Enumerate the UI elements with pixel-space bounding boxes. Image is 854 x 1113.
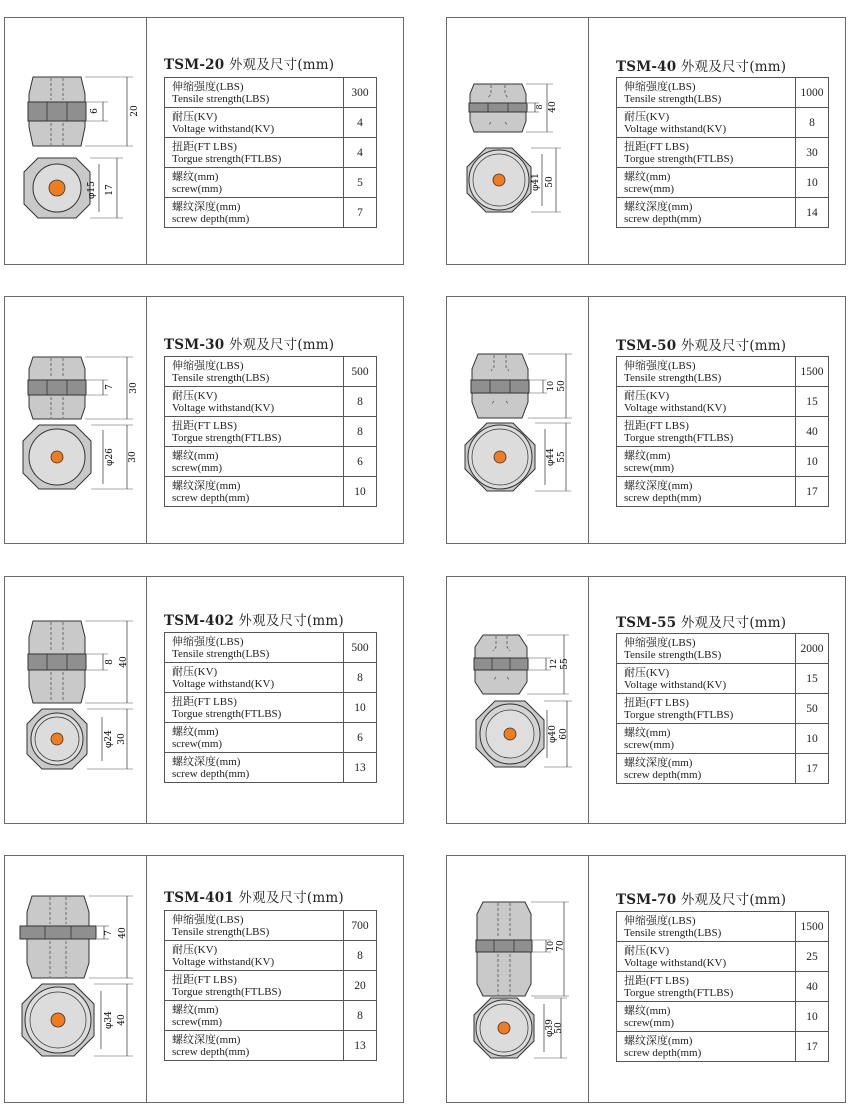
product-title xyxy=(616,334,786,354)
label-cell xyxy=(617,387,796,417)
table-row xyxy=(165,387,377,417)
label-text: 扭距(FT LBS) xyxy=(624,974,689,987)
table-row xyxy=(617,694,829,724)
value-cell: 30 xyxy=(796,138,829,168)
label-text: Torgue strength(FTLBS) xyxy=(172,985,282,998)
value-cell: 40 xyxy=(796,417,829,447)
spec-table xyxy=(616,77,829,228)
insulator-drawing xyxy=(5,297,146,543)
value-cell: 25 xyxy=(796,942,829,972)
table-row xyxy=(165,941,377,971)
label-text: Torgue strength(FTLBS) xyxy=(172,152,282,165)
label-text: 螺纹深度(mm) xyxy=(172,200,241,213)
label-text: screw depth(mm) xyxy=(172,1045,250,1058)
product-card-tsm-70 xyxy=(446,855,846,1103)
label-text: 螺纹(mm) xyxy=(624,449,671,462)
dim-band-label: 10 xyxy=(546,940,555,952)
value-cell: 10 xyxy=(344,693,377,723)
value-cell: 17 xyxy=(796,754,829,784)
value-cell: 700 xyxy=(344,911,377,941)
table-row xyxy=(165,168,377,198)
label-text: Voltage withstand(KV) xyxy=(172,677,275,690)
product-title xyxy=(164,886,344,906)
table-row xyxy=(165,1001,377,1031)
drawing-panel xyxy=(5,856,147,1102)
dim-diameter-label: φ44 xyxy=(546,448,556,466)
table-row xyxy=(617,168,829,198)
label-text: 耐压(KV) xyxy=(172,389,218,402)
label-text: Torgue strength(FTLBS) xyxy=(624,986,734,999)
label-text: screw depth(mm) xyxy=(624,768,702,781)
label-text: 伸缩强度(LBS) xyxy=(172,913,244,926)
spec-table xyxy=(616,633,829,784)
label-cell xyxy=(617,138,796,168)
label-text: Tensile strength(LBS) xyxy=(624,92,722,105)
value-cell: 6 xyxy=(344,723,377,753)
value-cell: 8 xyxy=(344,387,377,417)
table-row xyxy=(165,633,377,663)
label-cell xyxy=(165,941,344,971)
table-row xyxy=(165,477,377,507)
value-cell: 15 xyxy=(796,387,829,417)
table-row xyxy=(617,972,829,1002)
title-suffix: 外观及尺寸(mm) xyxy=(676,338,787,354)
dim-band-label: 10 xyxy=(546,380,555,392)
dim-height-label: 20 xyxy=(130,105,140,117)
label-text: 螺纹深度(mm) xyxy=(172,479,241,492)
label-cell xyxy=(617,1002,796,1032)
table-row xyxy=(617,357,829,387)
label-text: 螺纹(mm) xyxy=(172,449,219,462)
table-row xyxy=(165,1031,377,1061)
label-text: Tensile strength(LBS) xyxy=(624,926,722,939)
value-cell: 40 xyxy=(796,972,829,1002)
product-title xyxy=(164,333,334,353)
dim-height-label: 40 xyxy=(548,101,558,113)
label-text: screw(mm) xyxy=(624,182,675,195)
dim-band-label: 8 xyxy=(105,659,115,665)
label-text: 螺纹(mm) xyxy=(624,726,671,739)
label-text: Voltage withstand(KV) xyxy=(172,401,275,414)
value-cell: 5 xyxy=(344,168,377,198)
label-cell xyxy=(165,198,344,228)
spec-table xyxy=(164,632,377,783)
label-text: 伸缩强度(LBS) xyxy=(172,359,244,372)
dim-height-label: 70 xyxy=(556,940,566,952)
table-row xyxy=(165,78,377,108)
product-card-tsm-40 xyxy=(446,17,846,265)
label-cell xyxy=(617,972,796,1002)
label-text: Torgue strength(FTLBS) xyxy=(624,152,734,165)
label-cell xyxy=(165,663,344,693)
label-text: screw(mm) xyxy=(172,461,223,474)
table-row xyxy=(617,1032,829,1062)
insulator-drawing xyxy=(447,297,588,543)
label-text: 耐压(KV) xyxy=(624,110,670,123)
title-suffix: 外观及尺寸(mm) xyxy=(224,57,335,73)
dim-band-label: 8 xyxy=(535,104,544,110)
title-suffix: 外观及尺寸(mm) xyxy=(676,615,787,631)
dim-height-label: 30 xyxy=(129,382,139,394)
label-cell xyxy=(617,634,796,664)
dim-outer-label: 30 xyxy=(117,733,127,745)
label-text: 耐压(KV) xyxy=(624,944,670,957)
label-text: 扭距(FT LBS) xyxy=(624,419,689,432)
table-row xyxy=(165,723,377,753)
dim-diameter-label: φ40 xyxy=(548,725,558,743)
label-cell xyxy=(165,971,344,1001)
title-suffix: 外观及尺寸(mm) xyxy=(233,890,344,906)
label-text: screw depth(mm) xyxy=(172,767,250,780)
dim-outer-label: 60 xyxy=(559,728,569,740)
insulator-drawing xyxy=(5,856,146,1102)
table-row xyxy=(165,108,377,138)
value-cell: 13 xyxy=(344,753,377,783)
label-text: Voltage withstand(KV) xyxy=(624,956,727,969)
label-text: Voltage withstand(KV) xyxy=(624,122,727,135)
label-cell xyxy=(165,1001,344,1031)
label-text: screw depth(mm) xyxy=(624,491,702,504)
label-text: Tensile strength(LBS) xyxy=(624,371,722,384)
model-name: TSM-402 xyxy=(164,613,234,629)
value-cell: 500 xyxy=(344,633,377,663)
label-text: screw depth(mm) xyxy=(172,491,250,504)
label-text: 螺纹深度(mm) xyxy=(624,1034,693,1047)
value-cell: 20 xyxy=(344,971,377,1001)
dim-height-label: 40 xyxy=(118,927,128,939)
dim-band-label: 7 xyxy=(104,930,114,936)
dim-diameter-label: φ26 xyxy=(105,448,115,466)
value-cell: 1500 xyxy=(796,357,829,387)
label-text: screw(mm) xyxy=(172,182,223,195)
model-name: TSM-20 xyxy=(164,57,225,73)
label-text: 伸缩强度(LBS) xyxy=(172,635,244,648)
label-cell xyxy=(165,447,344,477)
label-text: 耐压(KV) xyxy=(172,665,218,678)
dim-band-label: 6 xyxy=(90,108,100,114)
value-cell: 10 xyxy=(796,1002,829,1032)
label-cell xyxy=(617,78,796,108)
table-row xyxy=(165,198,377,228)
table-row xyxy=(617,108,829,138)
label-cell xyxy=(165,911,344,941)
label-text: Torgue strength(FTLBS) xyxy=(172,431,282,444)
dim-diameter-label: φ34 xyxy=(104,1011,114,1029)
label-text: 螺纹(mm) xyxy=(624,170,671,183)
label-cell xyxy=(165,633,344,663)
label-text: 伸缩强度(LBS) xyxy=(624,80,696,93)
label-text: screw(mm) xyxy=(172,737,223,750)
value-cell: 17 xyxy=(796,1032,829,1062)
label-text: 螺纹(mm) xyxy=(172,725,219,738)
label-cell xyxy=(165,387,344,417)
label-cell xyxy=(617,198,796,228)
value-cell: 50 xyxy=(796,694,829,724)
table-row xyxy=(165,357,377,387)
label-text: Torgue strength(FTLBS) xyxy=(624,708,734,721)
insulator-drawing xyxy=(5,577,146,823)
product-card-tsm-55 xyxy=(446,576,846,824)
label-text: 伸缩强度(LBS) xyxy=(172,80,244,93)
dim-diameter-label: φ15 xyxy=(87,181,97,199)
value-cell: 500 xyxy=(344,357,377,387)
label-text: 耐压(KV) xyxy=(172,943,218,956)
label-cell xyxy=(617,694,796,724)
spec-table xyxy=(164,356,377,507)
dim-diameter-label: φ24 xyxy=(104,730,114,748)
label-text: 扭距(FT LBS) xyxy=(172,973,237,986)
label-text: 伸缩强度(LBS) xyxy=(624,636,696,649)
label-cell xyxy=(165,477,344,507)
table-row xyxy=(165,911,377,941)
label-text: Tensile strength(LBS) xyxy=(172,92,270,105)
dim-diameter-label: φ41 xyxy=(531,173,541,191)
label-text: screw(mm) xyxy=(624,461,675,474)
label-cell xyxy=(617,1032,796,1062)
drawing-panel xyxy=(447,856,589,1102)
label-text: 螺纹深度(mm) xyxy=(624,756,693,769)
value-cell: 2000 xyxy=(796,634,829,664)
table-row xyxy=(617,78,829,108)
label-text: Voltage withstand(KV) xyxy=(172,955,275,968)
label-cell xyxy=(617,357,796,387)
label-cell xyxy=(165,168,344,198)
value-cell: 1000 xyxy=(796,78,829,108)
label-text: 扭距(FT LBS) xyxy=(172,419,237,432)
dim-outer-label: 40 xyxy=(117,1014,127,1026)
title-suffix: 外观及尺寸(mm) xyxy=(224,337,335,353)
label-cell xyxy=(165,357,344,387)
model-name: TSM-55 xyxy=(616,615,677,631)
table-row xyxy=(165,753,377,783)
table-row xyxy=(617,198,829,228)
model-name: TSM-70 xyxy=(616,892,677,908)
product-title xyxy=(616,55,786,75)
table-row xyxy=(617,417,829,447)
label-cell xyxy=(617,168,796,198)
label-cell xyxy=(165,78,344,108)
value-cell: 8 xyxy=(344,1001,377,1031)
label-text: 螺纹(mm) xyxy=(172,170,219,183)
label-text: screw(mm) xyxy=(624,1016,675,1029)
value-cell: 14 xyxy=(796,198,829,228)
label-cell xyxy=(165,1031,344,1061)
title-suffix: 外观及尺寸(mm) xyxy=(676,892,787,908)
table-row xyxy=(617,664,829,694)
dim-height-label: 50 xyxy=(557,380,567,392)
value-cell: 8 xyxy=(344,663,377,693)
drawing-panel xyxy=(447,297,589,543)
label-text: Torgue strength(FTLBS) xyxy=(172,707,282,720)
label-text: 扭距(FT LBS) xyxy=(624,696,689,709)
label-cell xyxy=(165,138,344,168)
value-cell: 4 xyxy=(344,108,377,138)
value-cell: 10 xyxy=(344,477,377,507)
spec-table xyxy=(164,77,377,228)
value-cell: 15 xyxy=(796,664,829,694)
table-row xyxy=(165,971,377,1001)
table-row xyxy=(617,1002,829,1032)
label-cell xyxy=(617,664,796,694)
label-text: Tensile strength(LBS) xyxy=(172,925,270,938)
value-cell: 10 xyxy=(796,168,829,198)
dim-band-label: 7 xyxy=(105,384,115,390)
table-row xyxy=(617,477,829,507)
drawing-panel xyxy=(447,18,589,264)
dim-height-label: 40 xyxy=(119,656,129,668)
model-name: TSM-30 xyxy=(164,337,225,353)
value-cell: 8 xyxy=(344,417,377,447)
label-cell xyxy=(617,477,796,507)
label-cell xyxy=(617,447,796,477)
drawing-panel xyxy=(5,577,147,823)
insulator-drawing xyxy=(447,18,588,264)
dim-outer-label: 50 xyxy=(545,176,555,188)
label-cell xyxy=(165,108,344,138)
label-cell xyxy=(617,754,796,784)
model-name: TSM-40 xyxy=(616,59,677,75)
dim-outer-label: 55 xyxy=(557,451,567,463)
label-text: Tensile strength(LBS) xyxy=(624,648,722,661)
spec-table xyxy=(616,911,829,1062)
table-row xyxy=(165,447,377,477)
table-row xyxy=(165,138,377,168)
value-cell: 13 xyxy=(344,1031,377,1061)
label-text: 扭距(FT LBS) xyxy=(624,140,689,153)
table-row xyxy=(617,387,829,417)
product-card-tsm-402 xyxy=(4,576,404,824)
label-cell xyxy=(165,753,344,783)
label-text: Tensile strength(LBS) xyxy=(172,647,270,660)
drawing-panel xyxy=(447,577,589,823)
insulator-drawing xyxy=(447,577,588,823)
table-row xyxy=(617,447,829,477)
value-cell: 17 xyxy=(796,477,829,507)
label-cell xyxy=(165,417,344,447)
label-text: 伸缩强度(LBS) xyxy=(624,914,696,927)
label-text: screw depth(mm) xyxy=(172,212,250,225)
table-row xyxy=(617,138,829,168)
value-cell: 10 xyxy=(796,724,829,754)
value-cell: 8 xyxy=(796,108,829,138)
label-text: 螺纹(mm) xyxy=(172,1003,219,1016)
value-cell: 1500 xyxy=(796,912,829,942)
table-row xyxy=(617,634,829,664)
table-row xyxy=(617,912,829,942)
label-cell xyxy=(617,724,796,754)
label-text: 螺纹深度(mm) xyxy=(624,200,693,213)
title-suffix: 外观及尺寸(mm) xyxy=(233,613,344,629)
product-title xyxy=(616,611,786,631)
table-row xyxy=(165,693,377,723)
product-title xyxy=(164,53,334,73)
value-cell: 8 xyxy=(344,941,377,971)
table-row xyxy=(165,663,377,693)
label-cell xyxy=(617,912,796,942)
insulator-drawing xyxy=(447,856,588,1102)
label-text: 螺纹深度(mm) xyxy=(172,1033,241,1046)
label-text: 耐压(KV) xyxy=(624,666,670,679)
model-name: TSM-50 xyxy=(616,338,677,354)
spec-table xyxy=(164,910,377,1061)
table-row xyxy=(617,754,829,784)
model-name: TSM-401 xyxy=(164,890,234,906)
dim-outer-label: 30 xyxy=(128,451,138,463)
dim-diameter-label: φ39 xyxy=(545,1019,555,1037)
label-text: screw depth(mm) xyxy=(624,1046,702,1059)
label-text: 扭距(FT LBS) xyxy=(172,695,237,708)
label-text: 耐压(KV) xyxy=(172,110,218,123)
table-row xyxy=(617,724,829,754)
value-cell: 10 xyxy=(796,447,829,477)
label-text: Voltage withstand(KV) xyxy=(624,401,727,414)
dim-outer-label: 50 xyxy=(554,1022,564,1034)
product-card-tsm-401 xyxy=(4,855,404,1103)
spec-table xyxy=(616,356,829,507)
value-cell: 4 xyxy=(344,138,377,168)
title-suffix: 外观及尺寸(mm) xyxy=(676,59,787,75)
label-text: 螺纹深度(mm) xyxy=(172,755,241,768)
product-title xyxy=(164,609,344,629)
product-title xyxy=(616,888,786,908)
product-card-tsm-20 xyxy=(4,17,404,265)
table-row xyxy=(165,417,377,447)
label-cell xyxy=(617,942,796,972)
label-text: 扭距(FT LBS) xyxy=(172,140,237,153)
label-cell xyxy=(617,108,796,138)
drawing-panel xyxy=(5,297,147,543)
label-text: 螺纹(mm) xyxy=(624,1004,671,1017)
table-row xyxy=(617,942,829,972)
value-cell: 7 xyxy=(344,198,377,228)
drawing-panel xyxy=(5,18,147,264)
value-cell: 6 xyxy=(344,447,377,477)
label-text: 伸缩强度(LBS) xyxy=(624,359,696,372)
dim-outer-label: 17 xyxy=(105,184,115,196)
dim-height-label: 55 xyxy=(560,658,570,670)
insulator-drawing xyxy=(5,18,146,264)
label-text: screw depth(mm) xyxy=(624,212,702,225)
label-text: 螺纹深度(mm) xyxy=(624,479,693,492)
label-text: screw(mm) xyxy=(624,738,675,751)
label-text: 耐压(KV) xyxy=(624,389,670,402)
label-cell xyxy=(165,693,344,723)
dim-band-label: 12 xyxy=(549,658,558,670)
label-text: Tensile strength(LBS) xyxy=(172,371,270,384)
label-text: Torgue strength(FTLBS) xyxy=(624,431,734,444)
product-card-tsm-50 xyxy=(446,296,846,544)
label-text: screw(mm) xyxy=(172,1015,223,1028)
label-cell xyxy=(617,417,796,447)
label-text: Voltage withstand(KV) xyxy=(624,678,727,691)
product-card-tsm-30 xyxy=(4,296,404,544)
label-text: Voltage withstand(KV) xyxy=(172,122,275,135)
label-cell xyxy=(165,723,344,753)
value-cell: 300 xyxy=(344,78,377,108)
